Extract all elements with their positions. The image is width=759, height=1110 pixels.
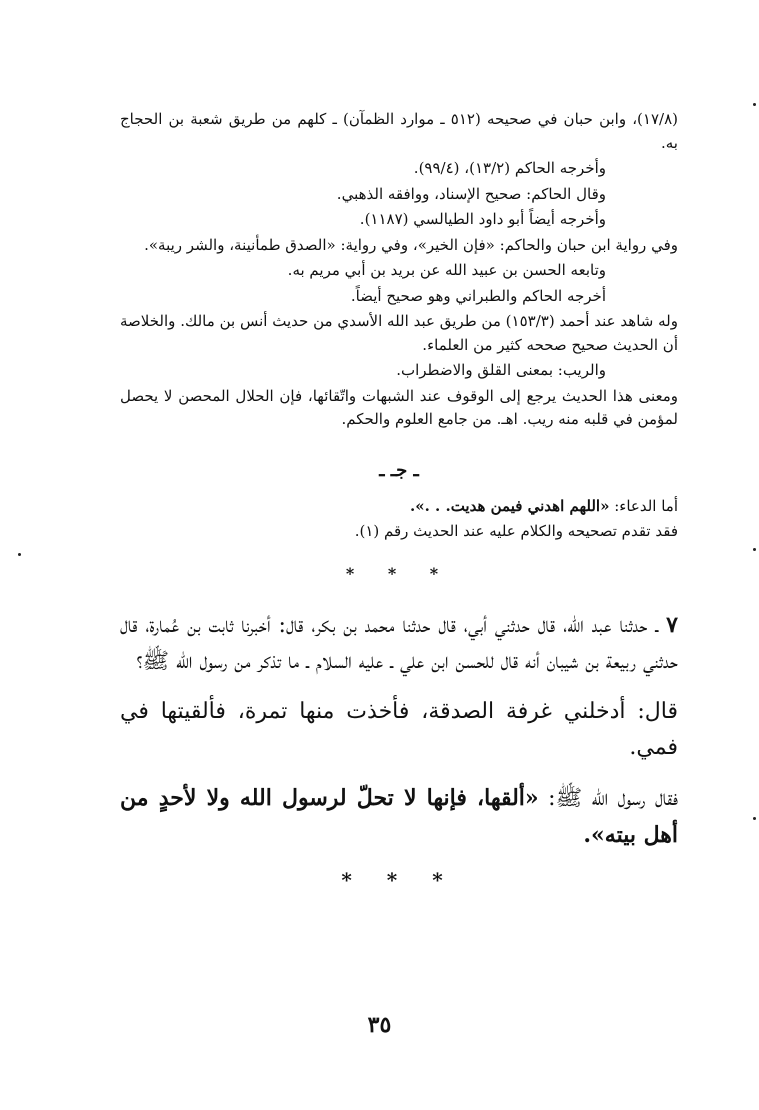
section-c [120, 495, 678, 544]
hadith-paragraph: قال: أدخلني غرفة الصدقة، فأخذت منها تمرة، فألقيتها في فمي. [120, 698, 678, 760]
section-letter: ـ جـ ـ [379, 459, 419, 481]
margin-dot [753, 103, 756, 106]
hadith-paragraph [120, 780, 678, 854]
section-c-paragraph: فقد تقدم تصحيحه والكلام عليه عند الحديث رقم (١). [354, 522, 678, 540]
stars-divider: * * * [341, 867, 457, 892]
note-paragraph: وأخرجه الحاكم (١٣/٢)، (٩٩/٤). [413, 159, 606, 177]
note-paragraph: وله شاهد عند أحمد (١٥٣/٣) من طريق عبد الله الأسدي من حديث أنس بن مالك. والخلاصة أن الحديث صحيح صححه كثير من العلماء. [120, 312, 678, 354]
note-paragraph: وفي رواية ابن حبان والحاكم: «فإن الخير»، وفي رواية: «الصدق طمأنينة، والشر ريبة». [144, 235, 678, 254]
note-paragraph: وقال الحاكم: صحيح الإسناد، ووافقه الذهبي. [336, 184, 606, 203]
margin-dot [18, 553, 21, 556]
note-paragraph: ومعنى هذا الحديث يرجع إلى الوقوف عند الشبهات واتّقائها، فإن الحلال المحصن لا يحصل لمؤمن في قلبه منه ريب. اهـ. من جامع العلوم والحكم. [120, 386, 678, 428]
hadith-number: ٧ [666, 611, 678, 638]
note-paragraph: وتابعه الحسن بن عبيد الله عن بريد بن أبي مريم به. [287, 261, 606, 279]
hadith-paragraph [120, 607, 678, 680]
note-paragraph: وأخرجه أيضاً أبو داود الطيالسي (١١٨٧). [359, 210, 606, 228]
hadith-quote: «ألقها، فإنها لا تحلّ لرسول الله ولا لأحدٍ من أهل بيته». [120, 784, 678, 848]
dua-quote: «اللهم اهدني فيمن هديت. . .». [409, 496, 610, 515]
hadith-isnad: ـ حدثنا عبد الله، قال حدثني أبي، قال حدثنا محمد بن بكر، قال: أخبرنا ثابت بن عُمارة، قال حدثني ربيعة بن شيبان أنه قال للحسن ابن علي ـ عليه السلام ـ ما تذكر من رسول الله ﷺ؟ [120, 612, 678, 674]
hadith-section [120, 607, 678, 854]
page-body [120, 108, 678, 892]
margin-dot [753, 817, 756, 820]
note-paragraph: والريب: بمعنى القلق والاضطراب. [396, 361, 606, 379]
hadith-prefix: فقال رسول الله ﷺ: [538, 785, 678, 811]
margin-dot [753, 548, 756, 551]
page-number: ٣٥ [367, 1012, 392, 1038]
footnotes-section [120, 108, 678, 432]
note-paragraph: أخرجه الحاكم والطبراني وهو صحيح أيضاً. [350, 286, 606, 305]
section-c-prefix: أما الدعاء: [609, 496, 678, 515]
section-c-paragraph [120, 495, 678, 519]
stars-divider: * * * [345, 563, 453, 583]
note-paragraph: (١٧/٨)، وابن حبان في صحيحه (٥١٢ ـ موارد الظمآن) ـ كلهم من طريق شعبة بن الحجاج به. [120, 110, 678, 152]
